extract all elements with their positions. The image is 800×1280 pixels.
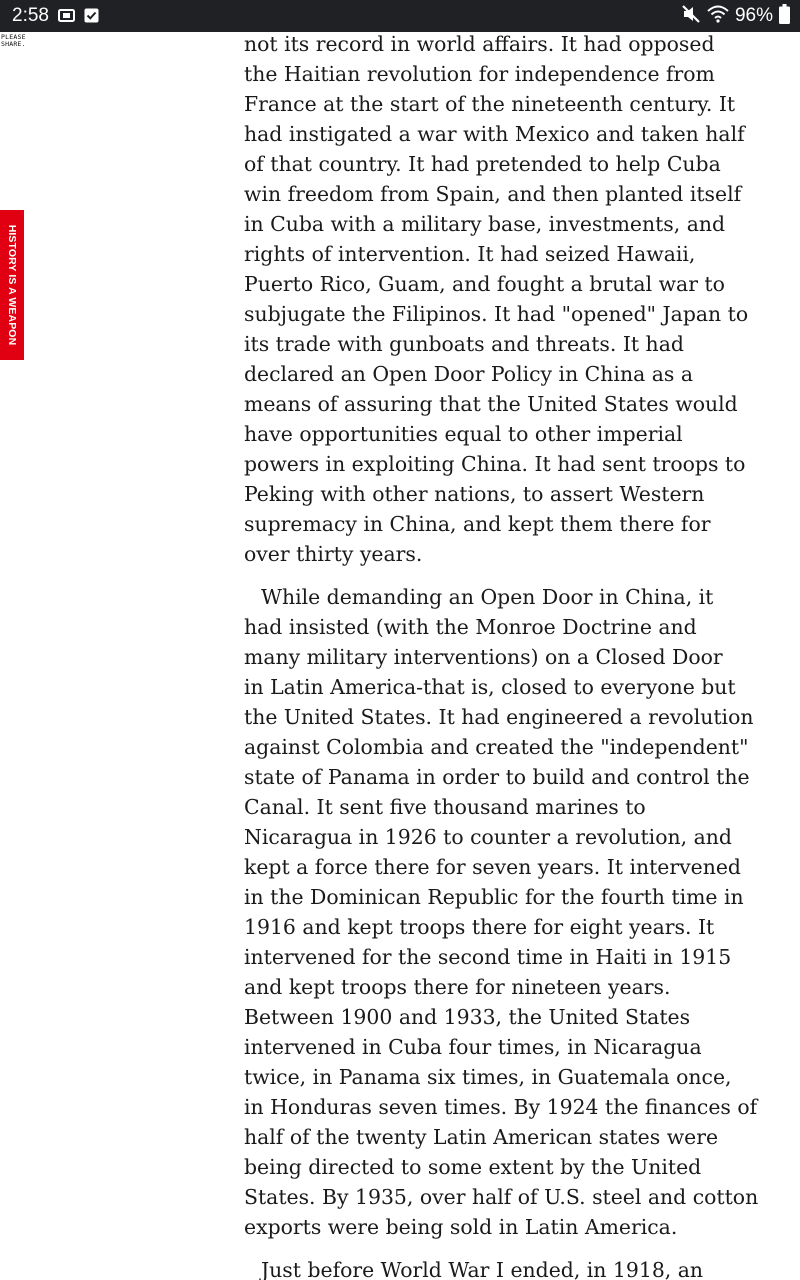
checkbox-notification-icon (84, 8, 100, 23)
text-line: in Honduras seven times. By 1924 the finances of (244, 1095, 758, 1119)
text-line: subjugate the Filipinos. It had "opened" Japan to (244, 302, 749, 326)
battery-percent: 96% (734, 5, 773, 26)
text-line: While demanding an Open Door in China, it (261, 585, 714, 609)
text-line: twice, in Panama six times, in Guatemala once, (244, 1065, 732, 1089)
screenshot-icon (58, 8, 74, 23)
text-line: have opportunities equal to other imperial (244, 422, 683, 446)
reader-content[interactable] (244, 29, 764, 1280)
text-line: half of the twenty Latin American states were (244, 1125, 719, 1149)
text-line: state of Panama in order to build and control the (244, 765, 750, 789)
text-line: 1916 and kept troops there for eight years. It (244, 915, 715, 939)
text-line: against Colombia and created the "independent" (244, 735, 749, 759)
text-line: in Latin America-that is, closed to everyone but (244, 675, 736, 699)
text-line: States. By 1935, over half of U.S. steel and cotton (244, 1185, 759, 1209)
text-line: intervened for the second time in Haiti in 1915 (244, 945, 732, 969)
please-share-line-1: PLEASE (1, 33, 26, 41)
text-line: in Cuba with a military base, investments, and (244, 212, 726, 236)
side-tab-label: HISTORY IS A WEAPON (6, 224, 18, 346)
wifi-icon (707, 5, 729, 28)
mute-icon (681, 4, 701, 29)
text-line: intervened in Cuba four times, in Nicaragua (244, 1035, 702, 1059)
text-line: Nicaragua in 1926 to counter a revolution, and (244, 825, 732, 849)
text-line: and kept troops there for nineteen years. (244, 975, 671, 999)
text-line: many military interventions) on a Closed Door (244, 645, 723, 669)
text-line: Peking with other nations, to assert Western (244, 482, 705, 506)
paragraph (244, 582, 764, 1242)
status-time: 2:58 (12, 5, 49, 26)
text-line: supremacy in China, and kept them there for (244, 512, 711, 536)
text-line: kept a force there for seven years. It intervened (244, 855, 741, 879)
paragraph (244, 29, 764, 569)
text-line: being directed to some extent by the United (244, 1155, 702, 1179)
text-line: of that country. It had pretended to help Cuba (244, 152, 721, 176)
text-line: over thirty years. (244, 542, 423, 566)
text-line: means of assuring that the United States would (244, 392, 738, 416)
text-line: not its record in world affairs. It had opposed (244, 32, 715, 56)
text-line: in the Dominican Republic for the fourth time in (244, 885, 744, 909)
text-line: Just before World War I ended, in 1918, an (261, 1258, 704, 1280)
text-line: Puerto Rico, Guam, and fought a brutal war to (244, 272, 725, 296)
text-line: its trade with gunboats and threats. It had (244, 332, 684, 356)
text-line: powers in exploiting China. It had sent troops to (244, 452, 746, 476)
history-is-a-weapon-tab[interactable] (0, 210, 24, 360)
battery-icon (779, 4, 790, 29)
text-line: win freedom from Spain, and then planted itself (244, 182, 742, 206)
text-line: France at the start of the nineteenth century. It (244, 92, 736, 116)
paragraph (244, 1255, 764, 1280)
status-right-group (681, 4, 790, 28)
text-line: declared an Open Door Policy in China as a (244, 362, 693, 386)
text-line: Canal. It sent five thousand marines to (244, 795, 646, 819)
text-line: had instigated a war with Mexico and taken half (244, 122, 745, 146)
text-line: Between 1900 and 1933, the United States (244, 1005, 691, 1029)
text-line: had insisted (with the Monroe Doctrine and (244, 615, 697, 639)
text-line: the Haitian revolution for independence from (244, 62, 715, 86)
text-line: rights of intervention. It had seized Hawaii, (244, 242, 696, 266)
text-line: the United States. It had engineered a revolution (244, 705, 754, 729)
text-line: exports were being sold in Latin America. (244, 1215, 678, 1239)
status-bar (0, 0, 800, 32)
please-share-note (1, 34, 31, 48)
please-share-line-2: SHARE. (1, 40, 26, 48)
